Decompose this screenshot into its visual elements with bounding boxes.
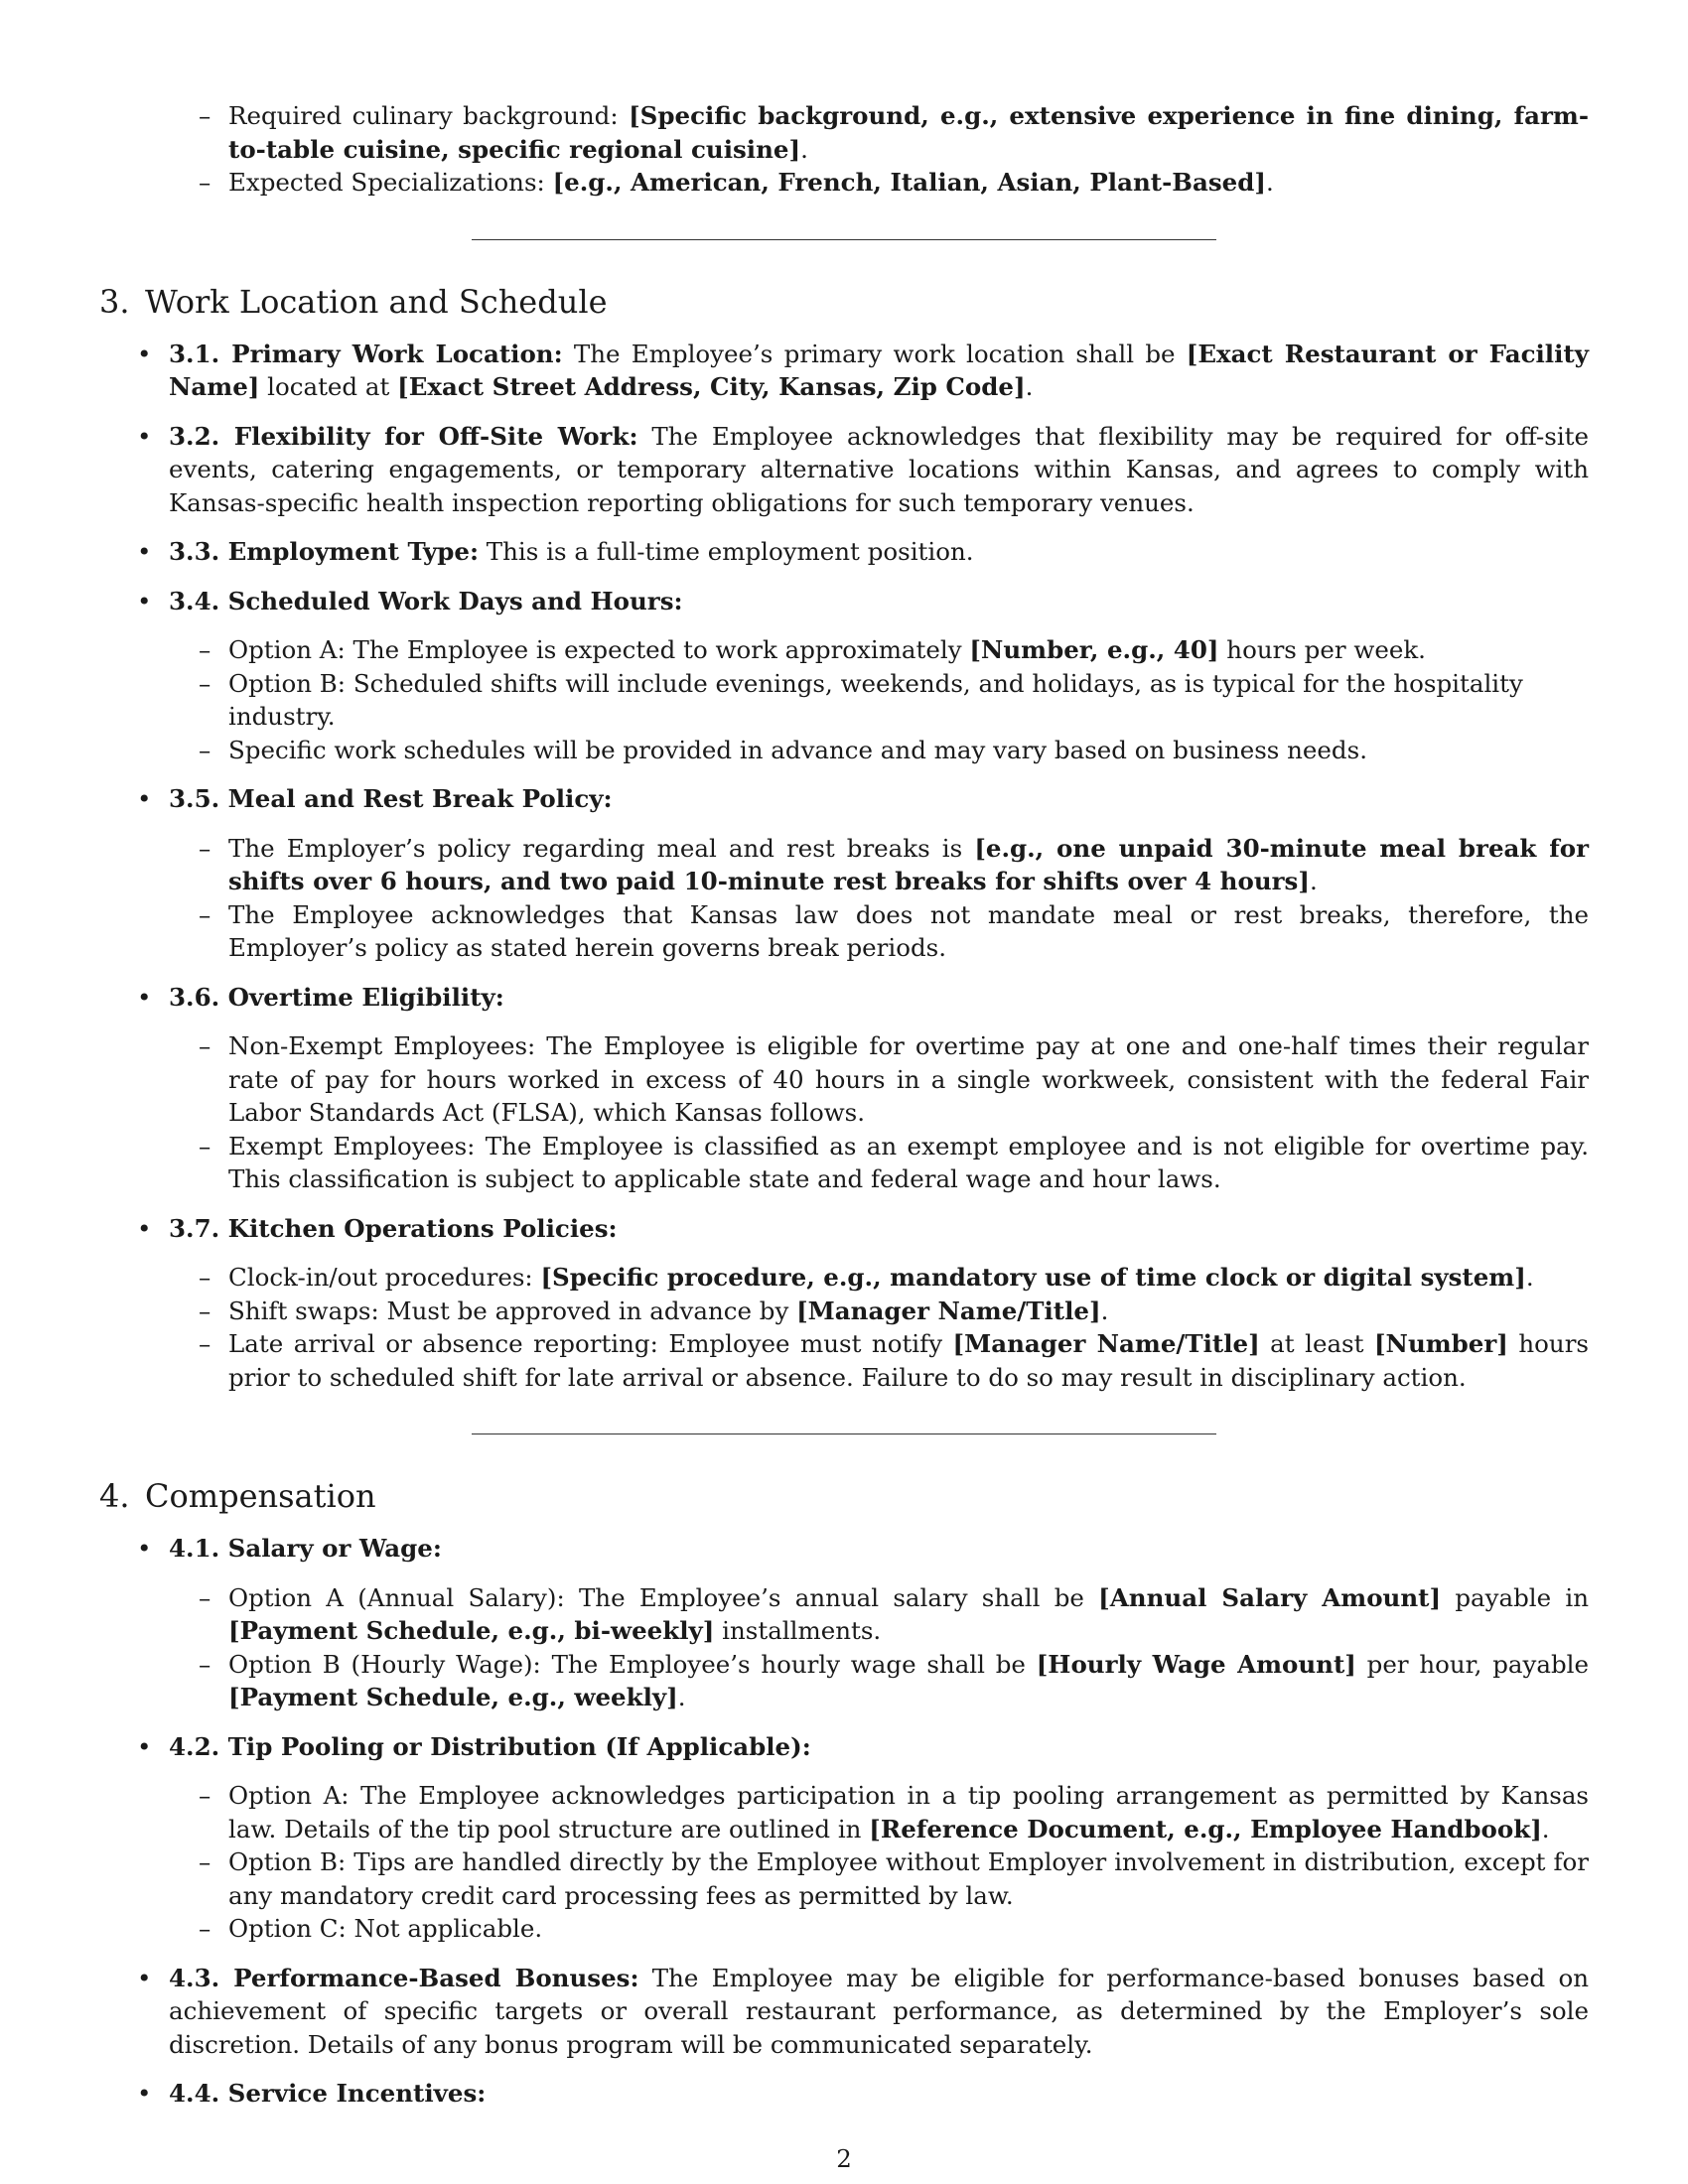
clause-3-4: • 3.4. Scheduled Work Days and Hours: – Option A: The Employee is expected to work approximately [Number, e.g., 40] hours per week. – Option B: Scheduled shifts will include evenings, weekends, and holidays, as is typical for the hospitality industry. – Specific work schedules will be provided in advance and may vary based on business needs. [99,585,1589,767]
list-item: – Option A (Annual Salary): The Employee’s annual salary shall be [Annual Salary Amount] payable in [Payment Schedule, e.g., bi-weekly] installments. [169,1581,1589,1648]
clause-4-3: • 4.3. Performance-Based Bonuses: The Employee may be eligible for performance-based bonuses based on achievement of specific targets or overall restaurant performance, as determined by the Employer’s sole discretion. Details of any bonus program will be communicated separately. [99,1962,1589,2062]
clause-3-7: • 3.7. Kitchen Operations Policies: – Clock-in/out procedures: [Specific procedure, e.g., mandatory use of time clock or digital system]. – Shift swaps: Must be approved in advance by [Manager Name/Title]. – Late arrival or absence reporting: Employee must notify [Manager Name/Title] at least [Number] hours prior to scheduled shift for late arrival or absence. Failure to do so may result in disciplinary action. [99,1212,1589,1395]
clause-3-2: • 3.2. Flexibility for Off-Site Work: The Employee acknowledges that flexibility may be required for off-site events, catering engagements, or temporary alternative locations within Kansas, and agrees to comply with Kansas-specific health inspection reporting obligations for such temporary venues. [99,420,1589,520]
clause-3-6: • 3.6. Overtime Eligibility: – Non-Exempt Employees: The Employee is eligible for overtime pay at one and one-half times their regular rate of pay for hours worked in excess of 40 hours in a single workweek, consistent with the federal Fair Labor Standards Act (FLSA), which Kansas follows. – Exempt Employees: The Employee is classified as an exempt employee and is not eligible for overtime pay. This classification is subject to applicable state and federal wage and hour laws. [99,981,1589,1196]
list-item: – Option B: Tips are handled directly by the Employee without Employer involvement in distribution, except for any mandatory credit card processing fees as permitted by law. [169,1845,1589,1912]
section-heading: 4. Compensation [99,1477,376,1515]
list-item: – Clock-in/out procedures: [Specific procedure, e.g., mandatory use of time clock or digital system]. [169,1261,1589,1295]
list-item: – Option B: Scheduled shifts will include evenings, weekends, and holidays, as is typical for the hospitality industry. [169,667,1589,734]
section-heading: 3. Work Location and Schedule [99,282,608,321]
section-3-list [99,338,1589,1395]
list-item: – Late arrival or absence reporting: Employee must notify [Manager Name/Title] at least [Number] hours prior to scheduled shift for late arrival or absence. Failure to do so may result in disciplinary action. [169,1327,1589,1394]
section-divider [472,239,1216,240]
clause-4-4: • 4.4. Service Incentives: [99,2077,1589,2111]
clause-3-5: • 3.5. Meal and Rest Break Policy: – The Employer’s policy regarding meal and rest breaks is [e.g., one unpaid 30-minute meal break for shifts over 6 hours, and two paid 10-minute rest breaks for shifts over 4 hours]. – The Employee acknowledges that Kansas law does not mandate meal or rest breaks, therefore, the Employer’s policy as stated herein governs break periods. [99,782,1589,965]
culinary-requirements-list [99,99,1589,200]
list-item: – The Employer’s policy regarding meal and rest breaks is [e.g., one unpaid 30-minute meal break for shifts over 6 hours, and two paid 10-minute rest breaks for shifts over 4 hours]. [169,832,1589,898]
list-item: – Non-Exempt Employees: The Employee is eligible for overtime pay at one and one-half times their regular rate of pay for hours worked in excess of 40 hours in a single workweek, consistent with the federal Fair Labor Standards Act (FLSA), which Kansas follows. [169,1029,1589,1130]
list-item: – Shift swaps: Must be approved in advance by [Manager Name/Title]. [169,1295,1589,1328]
list-item: – Expected Specializations: [e.g., American, French, Italian, Asian, Plant-Based]. [99,166,1589,200]
list-item: – Option A: The Employee acknowledges participation in a tip pooling arrangement as permitted by Kansas law. Details of the tip pool structure are outlined in [Reference Document, e.g., Employee Handbook]. [169,1779,1589,1845]
clause-4-1: • 4.1. Salary or Wage: – Option A (Annual Salary): The Employee’s annual salary shall be [Annual Salary Amount] payable in [Payment Schedule, e.g., bi-weekly] installments. – Option B (Hourly Wage): The Employee’s hourly wage shall be [Hourly Wage Amount] per hour, payable [Payment Schedule, e.g., weekly]. [99,1532,1589,1714]
list-item: – Option B (Hourly Wage): The Employee’s hourly wage shall be [Hourly Wage Amount] per hour, payable [Payment Schedule, e.g., weekly]. [169,1648,1589,1714]
document-page [99,99,1589,2111]
page-number: 2 [836,2144,852,2173]
list-item: – Required culinary background: [Specific background, e.g., extensive experience in fine dining, farm-to-table cuisine, specific regional cuisine]. [99,99,1589,166]
clause-3-1: • 3.1. Primary Work Location: The Employee’s primary work location shall be [Exact Restaurant or Facility Name] located at [Exact Street Address, City, Kansas, Zip Code]. [99,338,1589,404]
clause-4-2: • 4.2. Tip Pooling or Distribution (If Applicable): – Option A: The Employee acknowledges participation in a tip pooling arrangement as permitted by Kansas law. Details of the tip pool structure are outlined in [Reference Document, e.g., Employee Handbook]. – Option B: Tips are handled directly by the Employee without Employer involvement in distribution, except for any mandatory credit card processing fees as permitted by law. – Option C: Not applicable. [99,1730,1589,1946]
clause-3-3: • 3.3. Employment Type: This is a full-time employment position. [99,535,1589,569]
list-item: – Exempt Employees: The Employee is classified as an exempt employee and is not eligible for overtime pay. This classification is subject to applicable state and federal wage and hour laws. [169,1130,1589,1196]
list-item: – Option C: Not applicable. [169,1912,1589,1946]
list-item: – Option A: The Employee is expected to work approximately [Number, e.g., 40] hours per week. [169,633,1589,667]
section-divider [472,1433,1216,1434]
section-4-list [99,1532,1589,2111]
list-item: – The Employee acknowledges that Kansas law does not mandate meal or rest breaks, therefore, the Employer’s policy as stated herein governs break periods. [169,898,1589,965]
list-item: – Specific work schedules will be provided in advance and may vary based on business needs. [169,734,1589,767]
